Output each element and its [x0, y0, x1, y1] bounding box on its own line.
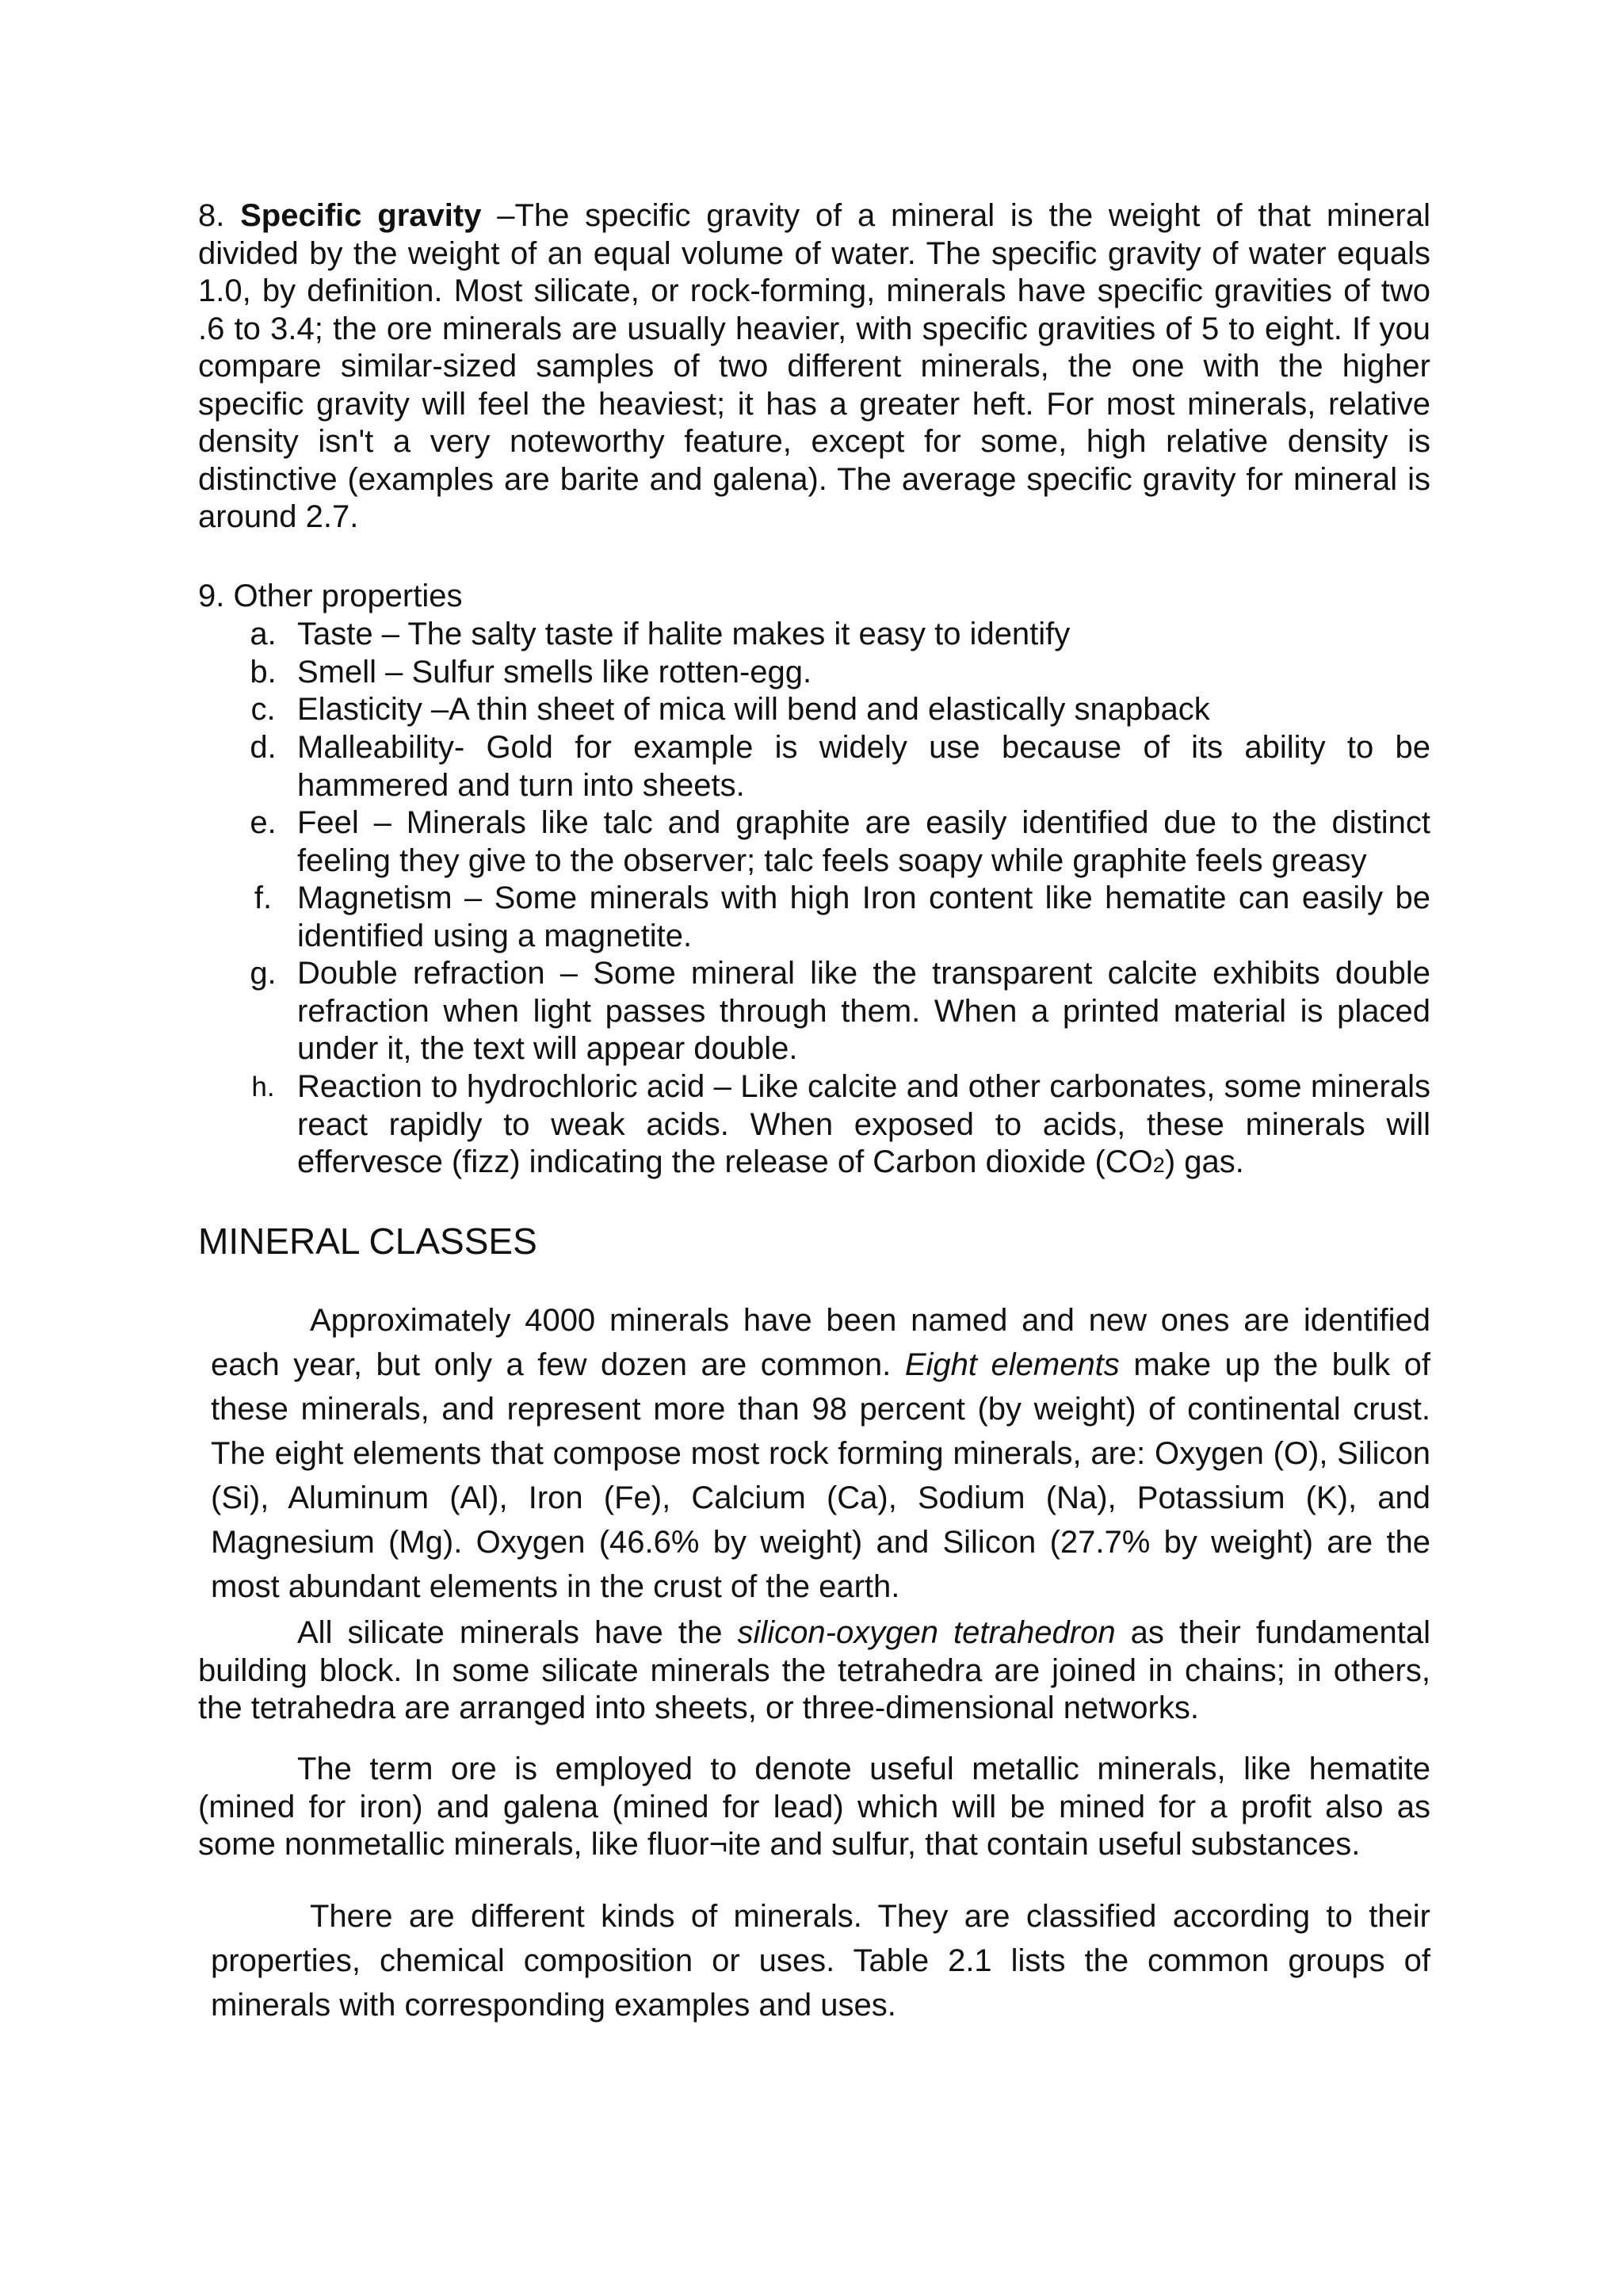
- paragraph-text: as their fundamental building block. In some silicate minerals the tetrahedra are joined in chains; in others, the tetrahedra are arranged into sheets, or three-dimensional networks.: [198, 1615, 1430, 1725]
- paragraph-ore: The term ore is employed to denote useful metallic minerals, like hematite (mined for iron) and galena (mined for lead) which will be mined for a profit also as some nonmetallic minerals, like fluor¬ite and sulfur, that contain useful substances.: [198, 1752, 1430, 1862]
- specific-gravity-term: Specific gravity: [240, 198, 482, 233]
- section-heading: MINERAL CLASSES: [198, 1221, 537, 1262]
- list-item: [239, 1068, 1430, 1185]
- list-item: [239, 616, 1430, 654]
- other-properties-heading: 9. Other properties: [198, 579, 463, 613]
- list-item-text: Taste – The salty taste if halite makes it easy to identify: [297, 617, 1071, 651]
- list-item: [239, 654, 1430, 692]
- list-item: [239, 691, 1430, 729]
- list-item-label: d.: [250, 730, 277, 765]
- list-item-text: Double refraction – Some mineral like the transparent calcite exhibits double refraction when light passes through them. When a printed material is placed under it, the text will appear double.: [297, 956, 1430, 1066]
- list-item-label: f.: [254, 881, 273, 915]
- list-item: [239, 804, 1430, 880]
- specific-gravity-body: –The specific gravity of a mineral is the weight of that mineral divided by the weight of an equal volume of water. The specific gravity of water equals 1.0, by definition. Most silicate, or rock-forming, minerals have specific gravities of two .6 to 3.4; the ore minerals are usually heavier, with specific gravities of 5 to eight. If you compare similar-sized samples of two different minerals, the one with the higher specific gravity will feel the heaviest; it has a greater heft. For most minerals, relative density isn't a very noteworthy feature, except for some, high relative density is distinctive (examples are barite and galena). The average specific gravity for mineral is around 2.7.: [198, 198, 1430, 534]
- list-item-text: Magnetism – Some minerals with high Iron content like hematite can easily be identified using a magnetite.: [297, 881, 1430, 953]
- list-item-text: Elasticity –A thin sheet of mica will bend and elastically snapback: [297, 692, 1210, 727]
- specific-gravity-paragraph: [198, 197, 1430, 537]
- list-item: [239, 729, 1430, 804]
- emphasis-text: Eight elements: [904, 1347, 1120, 1382]
- list-item: [239, 880, 1430, 955]
- list-item-label: c.: [250, 692, 276, 727]
- list-item-label: g.: [250, 956, 277, 991]
- paragraph-text: All silicate minerals have the: [297, 1615, 738, 1650]
- list-item-text: Malleability- Gold for example is widely use because of its ability to be hammered and turn into sheets.: [297, 730, 1430, 803]
- list-item-text-main: Reaction to hydrochloric acid – Like calcite and other carbonates, some minerals react rapidly to weak acids. When exposed to acids, these minerals will effervesce (fizz) indicating the release of Carbon dioxide (CO: [297, 1069, 1430, 1179]
- list-item: [239, 955, 1430, 1068]
- list-item-label: a.: [250, 617, 277, 651]
- list-item-text: Smell – Sulfur smells like rotten-egg.: [297, 655, 812, 690]
- list-item-text-end: ) gas.: [1164, 1144, 1244, 1179]
- emphasis-text: silicon-oxygen tetrahedron: [737, 1615, 1116, 1650]
- list-item-text: [297, 1068, 1430, 1185]
- specific-gravity-number: 8.: [198, 198, 225, 233]
- list-item-text: Feel – Minerals like talc and graphite are easily identified due to the distinct feeling they give to the observer; talc feels soapy while graphite feels greasy: [297, 805, 1430, 878]
- list-item-label: b.: [250, 655, 277, 690]
- list-item-label: h.: [251, 1072, 275, 1102]
- paragraph-text: Approximately 4000 minerals have been named and new ones are identified each year, but only a few dozen are common.: [211, 1303, 1430, 1382]
- list-item-label: e.: [250, 805, 277, 840]
- paragraph-silicate: [198, 1614, 1430, 1728]
- paragraph-text: make up the bulk of these minerals, and represent more than 98 percent (by weight) of continental crust. The eight elements that compose most rock forming minerals, are: Oxygen (O), Silicon (Si), Aluminum (Al), Iron (Fe), Calcium (Ca), Sodium (Na), Potassium (K), and Magnesium (Mg). Oxygen (46.6% by weight) and Silicon (27.7% by weight) are the most abundant elements in the crust of the earth.: [211, 1347, 1431, 1604]
- subscript: 2: [1152, 1153, 1165, 1177]
- paragraph-minerals-count: [211, 1298, 1430, 1609]
- paragraph-kinds: There are different kinds of minerals. They are classified according to their properties, chemical composition or uses. Table 2.1 lists the common groups of minerals with corresponding examples and uses.: [211, 1899, 1430, 2023]
